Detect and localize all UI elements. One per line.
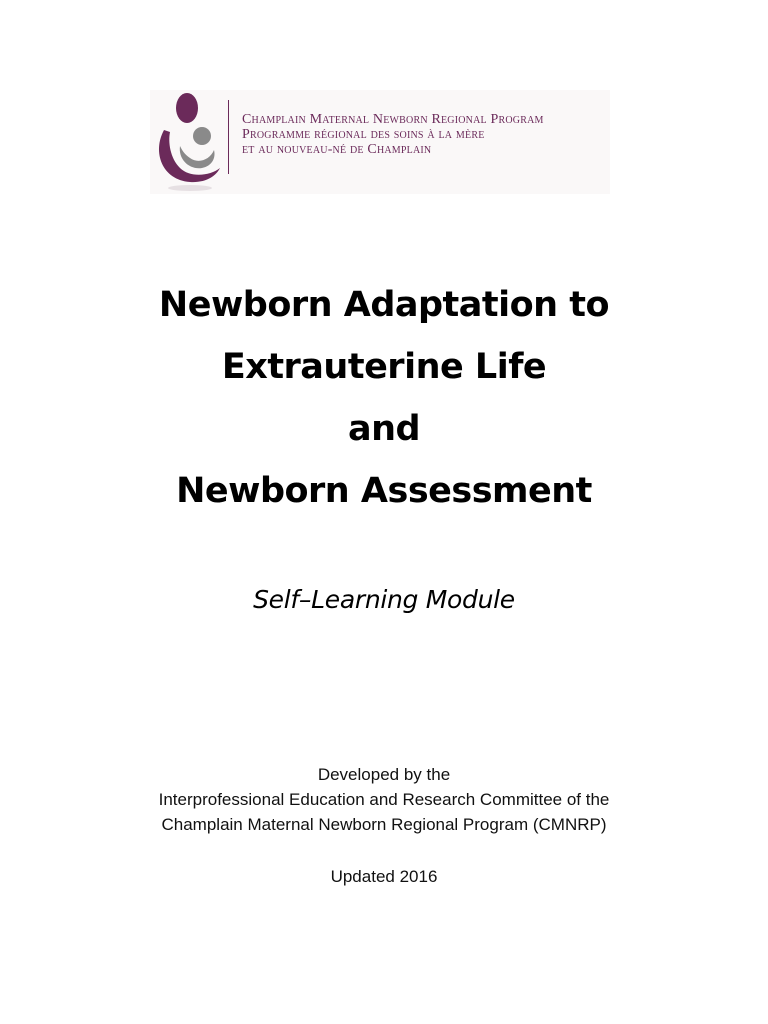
credits-line-2: Interprofessional Education and Research Committee of the — [158, 790, 610, 809]
credits-block — [0, 762, 768, 837]
credits-line-3: Champlain Maternal Newborn Regional Program (CMNRP) — [161, 815, 607, 834]
updated-date: Updated 2016 — [330, 867, 438, 886]
credits-line-1: Developed by the — [317, 765, 451, 784]
title-line-3: and — [347, 409, 421, 449]
document-subtitle: Self–Learning Module — [253, 585, 515, 614]
logo-line-program-french: Programme régional des soins à la mère — [242, 127, 485, 142]
program-logo — [150, 90, 610, 194]
logo-text — [242, 112, 602, 157]
logo-divider — [228, 100, 229, 174]
logo-line-program-french-continued: et au nouveau-né de Champlain — [242, 142, 432, 157]
logo-line-program-english: Champlain Maternal Newborn Regional Program — [242, 112, 544, 127]
document-title — [0, 274, 768, 522]
mother-and-child-logo-icon — [150, 90, 226, 194]
title-line-4: Newborn Assessment — [176, 471, 592, 511]
title-line-1: Newborn Adaptation to — [158, 285, 610, 325]
title-line-2: Extrauterine Life — [221, 347, 547, 387]
